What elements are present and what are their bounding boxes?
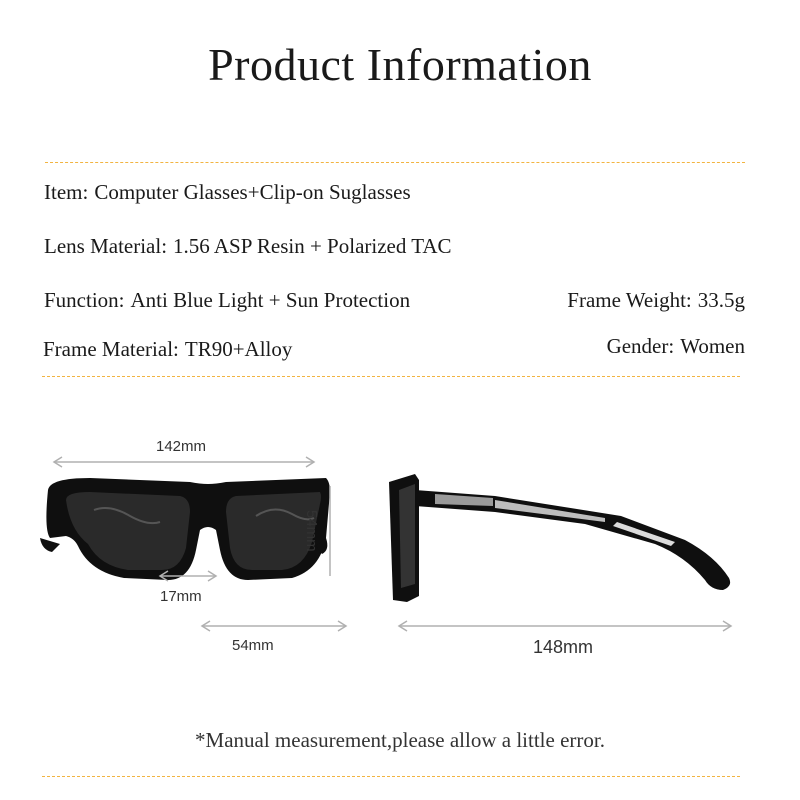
bridge-width-label: 17mm (160, 588, 202, 605)
spec-lens-material-label: Lens Material: (44, 234, 168, 258)
spec-item-label: Item: (44, 180, 89, 204)
spec-gender-label: Gender: (606, 334, 675, 358)
measurement-note: *Manual measurement,please allow a little error. (195, 728, 605, 752)
spec-function-label: Function: (44, 288, 125, 312)
spec-gender (607, 334, 745, 359)
divider-middle (42, 376, 740, 377)
divider-top (45, 162, 745, 163)
total-width-label: 142mm (156, 438, 207, 455)
spec-gender-value: Women (680, 334, 745, 358)
lens-width-label: 54mm (232, 637, 274, 654)
spec-item-value: Computer Glasses+Clip-on Suglasses (94, 180, 411, 204)
spec-item (44, 180, 411, 205)
spec-frame-material (43, 337, 292, 362)
lens-width-arrow (202, 621, 346, 631)
glasses-side-view (385, 460, 745, 660)
spec-function (44, 288, 410, 313)
page-title: Product Information (208, 39, 592, 90)
front-frame (40, 478, 330, 580)
spec-frame-weight (567, 288, 745, 313)
spec-frame-weight-value: 33.5g (697, 288, 745, 312)
side-frame (389, 474, 730, 602)
spec-frame-material-label: Frame Material: (43, 337, 179, 361)
temple-length-label: 148mm (533, 637, 594, 657)
spec-lens-material (44, 234, 452, 259)
spec-function-value: Anti Blue Light + Sun Protection (130, 288, 411, 312)
lens-height-label: 54mm (303, 510, 320, 552)
total-width-arrow (54, 457, 314, 467)
divider-bottom (42, 776, 740, 777)
spec-frame-weight-label: Frame Weight: (567, 288, 692, 312)
spec-frame-material-value: TR90+Alloy (184, 337, 293, 361)
spec-lens-material-value: 1.56 ASP Resin + Polarized TAC (173, 234, 452, 258)
temple-length-arrow (399, 621, 731, 631)
